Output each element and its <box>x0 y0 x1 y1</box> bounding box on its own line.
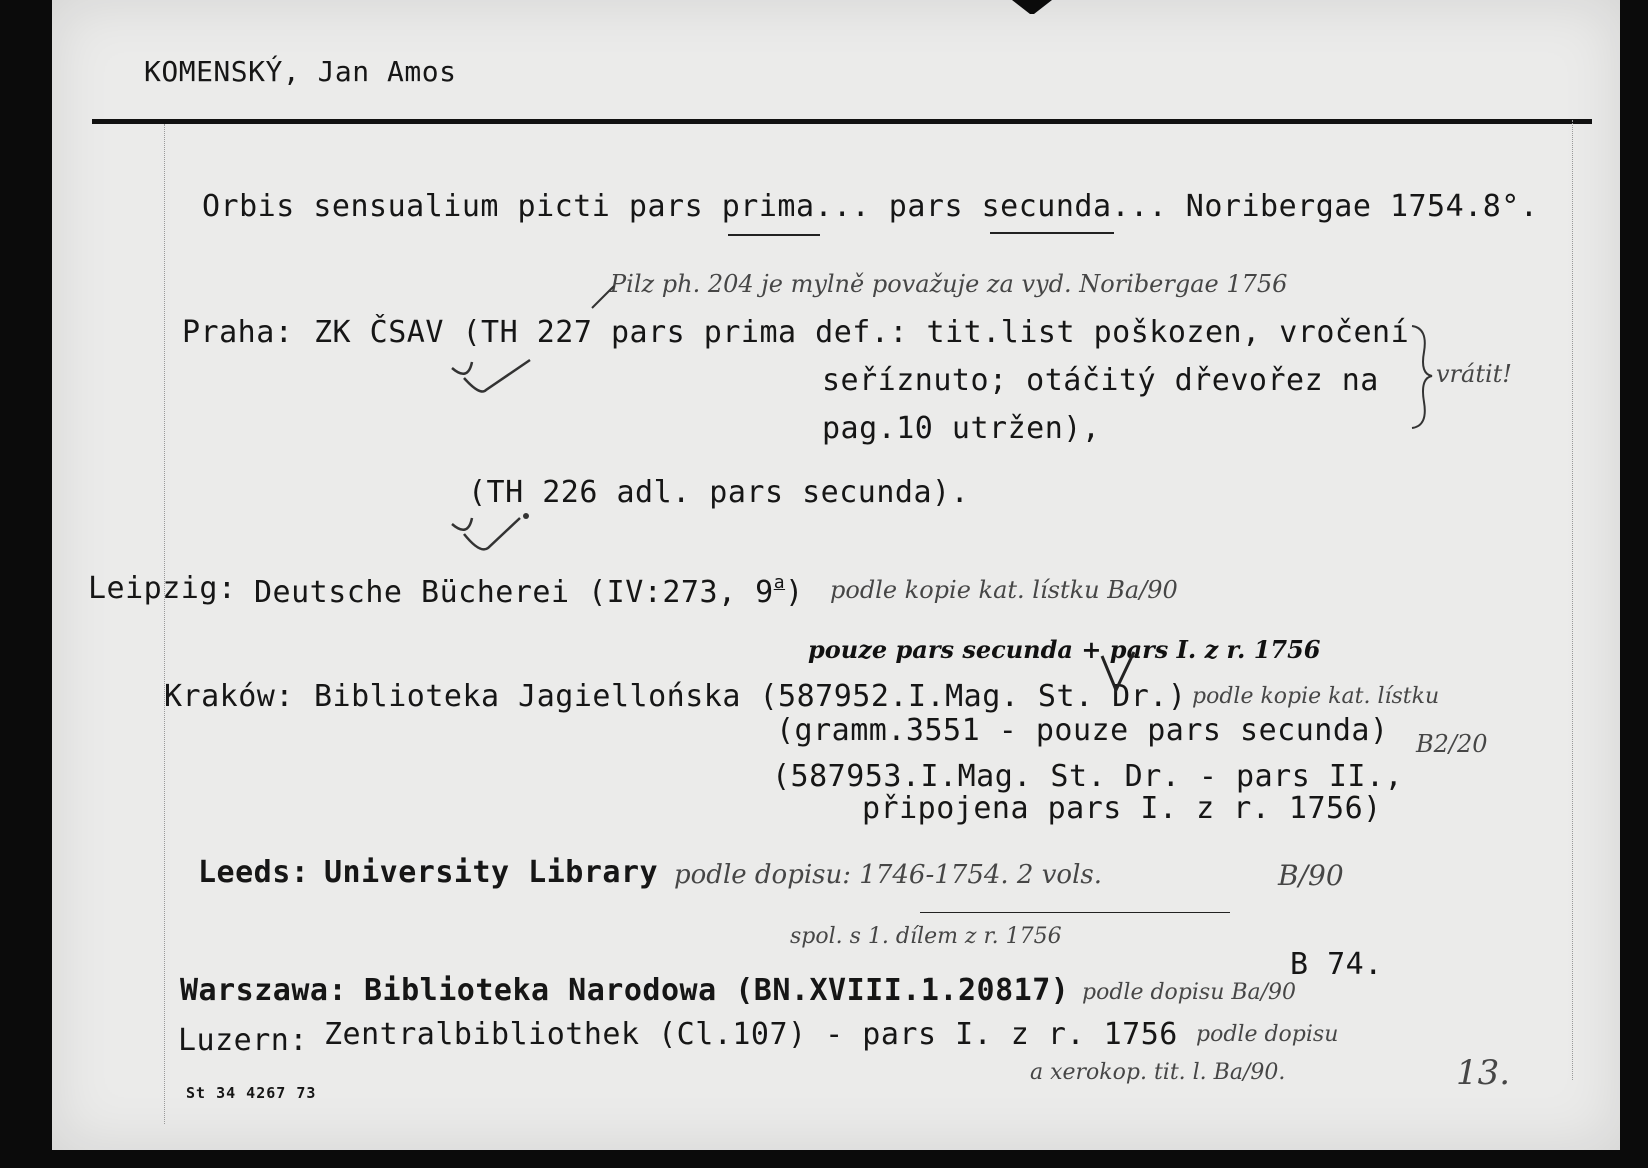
leipzig-sup: a <box>773 572 786 593</box>
handwritten-note-krakow-side: podle kopie kat. lístku <box>1192 684 1440 709</box>
handwritten-note-leipzig: podle kopie kat. lístku Ba/90 <box>830 576 1178 604</box>
luzern-text: Zentralbibliothek (Cl.107) - pars I. z r. 1756 <box>324 1017 1178 1052</box>
handwritten-note-warszawa: podle dopisu Ba/90 <box>1082 980 1297 1005</box>
praha-label: Praha: <box>182 315 294 350</box>
leeds-label: Leeds: <box>198 855 310 890</box>
b74-code: B 74. <box>1290 947 1383 982</box>
header-rule <box>92 119 1592 124</box>
krakow-line-2: (gramm.3551 - pouze pars secunda) <box>776 713 1389 748</box>
praha-line-3: pag.10 utržen), <box>822 411 1101 446</box>
handwritten-note-luzern-2: a xerokop. tit. l. Ba/90. <box>1030 1060 1286 1085</box>
warszawa-text: Biblioteka Narodowa (BN.XVIII.1.20817) <box>364 973 1070 1008</box>
krakow-line-4: připojena pars I. z r. 1756) <box>862 791 1382 826</box>
handwritten-note-warszawa-top: spol. s 1. dílem z r. 1756 <box>790 924 1062 949</box>
krakow-label: Kraków: <box>164 679 294 714</box>
underline-prima <box>728 234 820 236</box>
author-heading: KOMENSKÝ, Jan Amos <box>144 55 457 88</box>
krakow-line-1: Biblioteka Jagiellońska (587952.I.Mag. St. Dr.) <box>314 679 1187 714</box>
checkmark-icon <box>1098 650 1138 696</box>
brace-mark <box>1408 322 1438 432</box>
pilz-stroke-mark <box>588 284 618 314</box>
handwritten-note-leeds-code: B/90 <box>1278 859 1344 892</box>
leipzig-text <box>254 574 804 608</box>
underline-leeds <box>920 912 1230 913</box>
praha-line-4: (TH 226 adl. pars secunda). <box>468 475 970 510</box>
leipzig-text-main: Deutsche Bücherei (IV:273, 9 <box>254 575 774 610</box>
krakow-line-3: (587953.I.Mag. St. Dr. - pars II., <box>772 759 1404 794</box>
warszawa-label: Warszawa: <box>180 973 348 1008</box>
praha-line-2: seříznuto; otáčitý dřevořez na <box>822 363 1379 398</box>
praha-line-1: ZK ČSAV (TH 227 pars prima def.: tit.list poškozen, vročení <box>314 315 1410 350</box>
leipzig-end: ) <box>785 575 804 610</box>
handwritten-note-pilz: Pilz ph. 204 je mylně považuje za vyd. Noribergae 1756 <box>610 270 1288 298</box>
underline-secunda <box>990 232 1114 234</box>
checkmark-icon <box>450 352 540 398</box>
catalog-card <box>52 0 1620 1150</box>
handwritten-note-luzern: podle dopisu <box>1196 1022 1339 1047</box>
handwritten-note-krakow-code: B2/20 <box>1416 730 1488 758</box>
title-line: Orbis sensualium picti pars prima... pars secunda... Noribergae 1754.8°. <box>202 189 1539 224</box>
handwritten-note-leeds: podle dopisu: 1746-1754. 2 vols. <box>674 860 1102 890</box>
right-margin-line <box>1572 120 1573 1080</box>
luzern-label: Luzern: <box>178 1023 308 1058</box>
handwritten-note-krakow-top: pouze pars secunda + pars I. z r. 1756 <box>808 635 1321 664</box>
footer-code: St 34 4267 73 <box>186 1084 317 1102</box>
checkmark-icon <box>450 508 540 558</box>
handwritten-note-vratit: vrátit! <box>1436 360 1512 388</box>
leeds-text: University Library <box>324 855 659 890</box>
card-notch <box>1012 0 1052 14</box>
left-margin-line <box>164 124 165 1124</box>
page-number: 13. <box>1456 1053 1511 1093</box>
leipzig-label: Leipzig: <box>88 571 237 606</box>
